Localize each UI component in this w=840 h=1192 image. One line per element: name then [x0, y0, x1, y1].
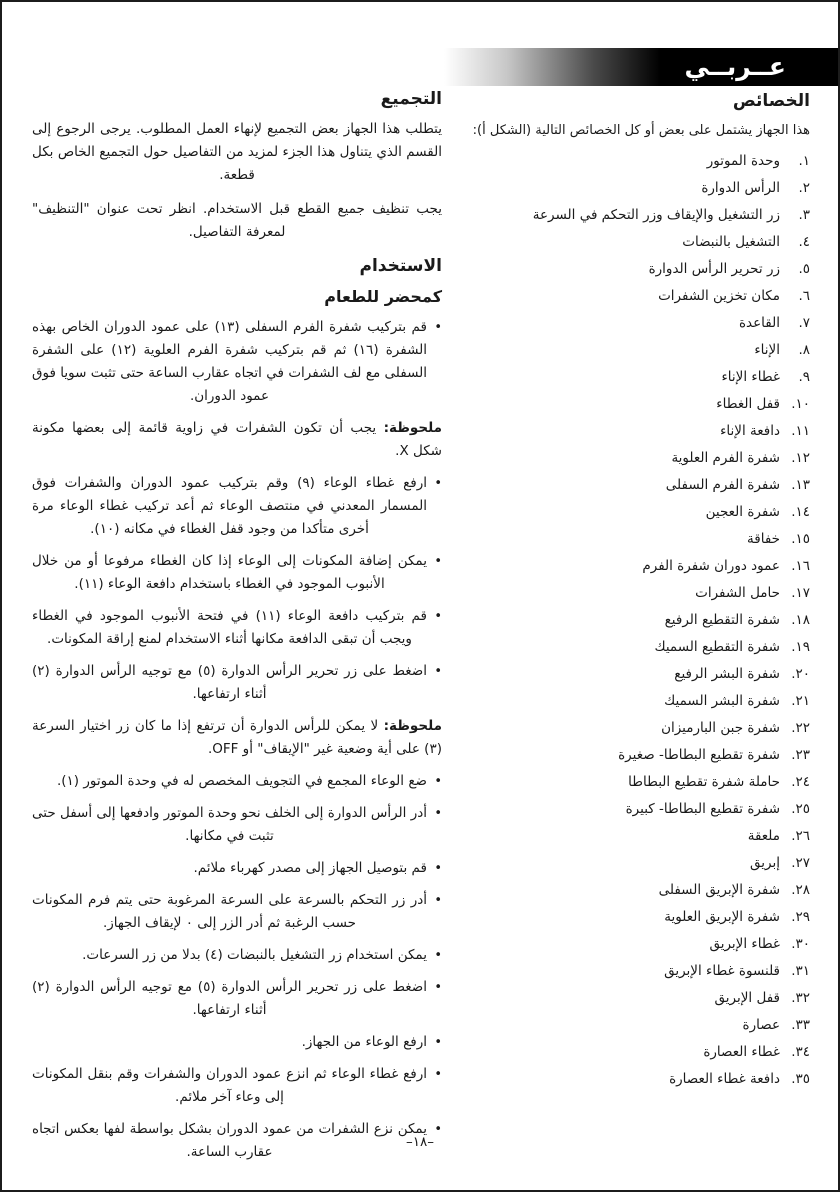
feature-label: شفرة جبن البارميزان: [661, 720, 780, 736]
instruction-text: يمكن نزع الشفرات من عمود الدوران بشكل بواسطة لفها بعكس اتجاه عقارب الساعة.: [32, 1121, 427, 1160]
feature-label: القاعدة: [738, 315, 780, 331]
feature-item: [452, 769, 810, 796]
instruction-text: ارفع غطاء الوعاء (٩) وقم بتركيب عمود الدوران والشفرات فوق المسمار المعدني في منتصف الوعاء ثم أعد تركيب غطاء الوعاء مرة أخرى متأكدا من وجود قفل الغطاء في مكانه (١٠).: [32, 475, 428, 537]
note-label: ملحوظة:: [383, 420, 442, 436]
instruction-text: اضغط على زر تحرير الرأس الدوارة (٥) مع توجيه الرأس الدوارة (٢) أثناء ارتفاعها.: [32, 663, 428, 702]
feature-number: ٩.: [798, 369, 810, 385]
bullet-icon: •: [434, 554, 442, 569]
instruction-text: قم بتركيب دافعة الوعاء (١١) في فتحة الأنبوب الموجود في الغطاء ويجب أن تبقى الدافعة مكانها أثناء الاستخدام لمنع إراقة المكونات.: [32, 608, 427, 647]
instruction-text: قم بتوصيل الجهاز إلى مصدر كهرباء ملائم.: [193, 860, 427, 876]
feature-item: [452, 580, 810, 607]
feature-number: ١٩.: [791, 639, 810, 655]
instruction-text: اضغط على زر تحرير الرأس الدوارة (٥) مع توجيه الرأس الدوارة (٢) أثناء ارتفاعها.: [32, 979, 428, 1018]
feature-number: ٣١.: [791, 963, 810, 979]
feature-label: شفرة الفرم العلوية: [671, 450, 780, 466]
feature-item: [452, 526, 810, 553]
feature-label: مكان تخزين الشفرات: [658, 288, 780, 304]
feature-item: [452, 823, 810, 850]
feature-item: [452, 904, 810, 931]
instruction-text: قم بتركيب شفرة الفرم السفلى (١٣) على عمود الدوران الخاص بهذه الشفرة (١٦) ثم قم بتركيب شفرة الفرم العلوية (١٢) على الشفرة السفلى مع لف الشفرات في اتجاه عقارب الساعة حتى تثبت سويا فوق عمود الدوران.: [32, 319, 427, 404]
feature-item: [452, 553, 810, 580]
feature-number: ٧.: [798, 315, 810, 331]
feature-item: [452, 310, 810, 337]
bullet-icon: •: [434, 806, 442, 821]
assembly-paragraph: يتطلب هذا الجهاز بعض التجميع لإنهاء العمل المطلوب. يرجى الرجوع إلى القسم الذي يتناول هذا الجزء لمزيد من التفاصيل حول التجميع الخاص بكل قطعة.: [32, 121, 442, 183]
bullet-icon: •: [434, 861, 442, 876]
feature-label: شفرة الإبريق العلوية: [664, 909, 780, 925]
feature-number: ٣.: [798, 207, 810, 223]
page-number: –١٨–: [405, 1134, 434, 1150]
feature-item: [452, 418, 810, 445]
usage-title: الاستخدام: [359, 256, 442, 276]
feature-label: شفرة التقطيع الرفيع: [664, 612, 780, 628]
feature-number: ٣٢.: [791, 990, 810, 1006]
instructions-column: [32, 88, 442, 1173]
instruction-bullet: [32, 316, 442, 408]
feature-label: عمود دوران شفرة الفرم: [642, 558, 780, 574]
assembly-title: التجميع: [380, 89, 442, 109]
feature-number: ٢٩.: [791, 909, 810, 925]
feature-item: [452, 1066, 810, 1093]
feature-item: [452, 661, 810, 688]
instruction-bullet: [32, 660, 442, 706]
feature-number: ١٣.: [791, 477, 810, 493]
assembly-paragraphs: [32, 118, 442, 244]
feature-item: [452, 688, 810, 715]
bullet-icon: •: [434, 1067, 442, 1082]
feature-label: غطاء العصارة: [703, 1044, 780, 1060]
feature-label: زر تحرير الرأس الدوارة: [648, 261, 780, 277]
language-banner-label: عــربــي: [684, 52, 786, 81]
feature-item: [452, 391, 810, 418]
feature-label: شفرة تقطيع البطاطا- صغيرة: [618, 747, 780, 763]
instruction-text: يمكن استخدام زر التشغيل بالنبضات (٤) بدلا من زر السرعات.: [82, 947, 427, 963]
bullet-icon: •: [434, 476, 442, 491]
instruction-text: ارفع الوعاء من الجهاز.: [301, 1034, 427, 1050]
feature-item: [452, 229, 810, 256]
feature-label: ملعقة: [747, 828, 780, 844]
feature-item: [452, 607, 810, 634]
feature-item: [452, 1012, 810, 1039]
note-label: ملحوظة:: [383, 718, 442, 734]
feature-item: [452, 850, 810, 877]
instruction-bullet: [32, 944, 442, 967]
note-paragraph: ملحوظة: يجب أن تكون الشفرات في زاوية قائمة إلى بعضها مكونة شكل X.: [32, 420, 442, 459]
features-list: [452, 148, 810, 1093]
assembly-paragraph: يجب تنظيف جميع القطع قبل الاستخدام. انظر تحت عنوان "التنظيف" لمعرفة التفاصيل.: [32, 201, 442, 240]
bullet-icon: •: [434, 774, 442, 789]
feature-item: [452, 715, 810, 742]
feature-item: [452, 283, 810, 310]
feature-number: ٢٤.: [791, 774, 810, 790]
feature-label: دافعة غطاء العصارة: [669, 1071, 780, 1087]
features-section: [452, 90, 810, 1093]
instruction-text: أدر الرأس الدوارة إلى الخلف نحو وحدة الموتور وادفعها إلى أسفل حتى تثبت في مكانها.: [32, 805, 427, 844]
feature-number: ٥.: [798, 261, 810, 277]
feature-number: ١٧.: [791, 585, 810, 601]
feature-label: حامل الشفرات: [695, 585, 780, 601]
feature-number: ٢٦.: [791, 828, 810, 844]
instruction-bullet: [32, 472, 442, 541]
feature-label: شفرة البشر السميك: [664, 693, 780, 709]
instruction-bullet: [32, 550, 442, 596]
feature-label: التشغيل بالنبضات: [682, 234, 780, 250]
feature-item: [452, 148, 810, 175]
instruction-bullet: [32, 889, 442, 935]
feature-label: خفاقة: [747, 531, 780, 547]
instruction-text: يمكن إضافة المكونات إلى الوعاء إذا كان الغطاء مرفوعا أو من خلال الأنبوب الموجود في الغطاء باستخدام دافعة الوعاء (١١).: [32, 553, 427, 592]
feature-item: [452, 364, 810, 391]
feature-label: قفل الإبريق: [714, 990, 780, 1006]
instruction-text: ارفع غطاء الوعاء ثم انزع عمود الدوران والشفرات وقم بنقل المكونات إلى وعاء آخر ملائم.: [32, 1066, 427, 1105]
bullet-icon: •: [434, 948, 442, 963]
feature-label: قلنسوة غطاء الإبريق: [664, 963, 780, 979]
instruction-bullet: [32, 1063, 442, 1109]
feature-number: ١٦.: [791, 558, 810, 574]
feature-item: [452, 202, 810, 229]
note-paragraph: ملحوظة: لا يمكن للرأس الدوارة أن ترتفع إذا ما كان زر اختيار السرعة (٣) على أية وضعية غير "الإيقاف" أو OFF.: [32, 718, 442, 757]
feature-item: [452, 472, 810, 499]
feature-item: [452, 877, 810, 904]
feature-item: [452, 931, 810, 958]
feature-number: ٣٣.: [791, 1017, 810, 1033]
feature-item: [452, 445, 810, 472]
feature-number: ٢٨.: [791, 882, 810, 898]
feature-number: ٦.: [798, 288, 810, 304]
feature-label: شفرة العجين: [705, 504, 780, 520]
language-banner: [444, 48, 838, 86]
feature-label: قفل الغطاء: [716, 396, 780, 412]
instruction-text: ضع الوعاء المجمع في التجويف المخصص له في وحدة الموتور (١).: [56, 773, 427, 789]
feature-number: ٢٧.: [791, 855, 810, 871]
feature-number: ٤.: [798, 234, 810, 250]
feature-label: شفرة الفرم السفلى: [665, 477, 780, 493]
feature-item: [452, 634, 810, 661]
feature-number: ٢٠.: [791, 666, 810, 682]
feature-label: الرأس الدوارة: [701, 180, 780, 196]
feature-label: شفرة البشر الرفيع: [674, 666, 780, 682]
feature-number: ٢٢.: [791, 720, 810, 736]
feature-number: ٢١.: [791, 693, 810, 709]
feature-item: [452, 256, 810, 283]
feature-item: [452, 499, 810, 526]
feature-label: دافعة الإناء: [720, 423, 780, 439]
feature-number: ١١.: [791, 423, 810, 439]
feature-item: [452, 958, 810, 985]
feature-number: ٣٥.: [791, 1071, 810, 1087]
feature-item: [452, 985, 810, 1012]
feature-number: ١٨.: [791, 612, 810, 628]
feature-number: ٢٣.: [791, 747, 810, 763]
feature-label: شفرة تقطيع البطاطا- كبيرة: [625, 801, 780, 817]
instruction-bullet: [32, 976, 442, 1022]
feature-label: شفرة التقطيع السميك: [654, 639, 780, 655]
feature-label: حاملة شفرة تقطيع البطاطا: [628, 774, 780, 790]
instruction-bullet: [32, 770, 442, 793]
feature-number: ٣٠.: [791, 936, 810, 952]
feature-item: [452, 1039, 810, 1066]
feature-item: [452, 175, 810, 202]
instruction-bullet: [32, 1031, 442, 1054]
instruction-bullet: [32, 605, 442, 651]
features-title: الخصائص: [732, 91, 810, 111]
instruction-bullet: [32, 857, 442, 880]
bullet-icon: •: [434, 664, 442, 679]
feature-label: الإناء: [754, 342, 780, 358]
feature-number: ٣٤.: [791, 1044, 810, 1060]
bullet-icon: •: [434, 1035, 442, 1050]
bullet-icon: •: [434, 1122, 442, 1137]
bullet-icon: •: [434, 609, 442, 624]
feature-label: شفرة الإبريق السفلى: [658, 882, 780, 898]
usage-instructions: [32, 316, 442, 1164]
feature-number: ٢.: [798, 180, 810, 196]
feature-number: ١.: [798, 153, 810, 169]
bullet-icon: •: [434, 320, 442, 335]
instruction-text: أدر زر التحكم بالسرعة على السرعة المرغوبة حتى يتم فرم المكونات حسب الرغبة ثم أدر الزر إلى ٠ لإيقاف الجهاز.: [32, 892, 427, 931]
feature-label: عصارة: [742, 1017, 780, 1033]
feature-number: ١٢.: [791, 450, 810, 466]
feature-number: ١٤.: [791, 504, 810, 520]
food-processor-subtitle: كمحضر للطعام: [324, 287, 442, 306]
features-intro: هذا الجهاز يشتمل على بعض أو كل الخصائص التالية (الشكل أ):: [472, 123, 810, 138]
feature-number: ١٠.: [791, 396, 810, 412]
bullet-icon: •: [434, 893, 442, 908]
feature-label: وحدة الموتور: [706, 153, 780, 169]
feature-item: [452, 796, 810, 823]
bullet-icon: •: [434, 980, 442, 995]
feature-number: ٢٥.: [791, 801, 810, 817]
feature-label: غطاء الإناء: [721, 369, 780, 385]
feature-number: ١٥.: [791, 531, 810, 547]
feature-number: ٨.: [798, 342, 810, 358]
instruction-bullet: [32, 802, 442, 848]
feature-item: [452, 337, 810, 364]
feature-label: غطاء الإبريق: [709, 936, 780, 952]
feature-item: [452, 742, 810, 769]
feature-label: زر التشغيل والإيقاف وزر التحكم في السرعة: [532, 207, 780, 223]
feature-label: إبريق: [750, 855, 780, 871]
